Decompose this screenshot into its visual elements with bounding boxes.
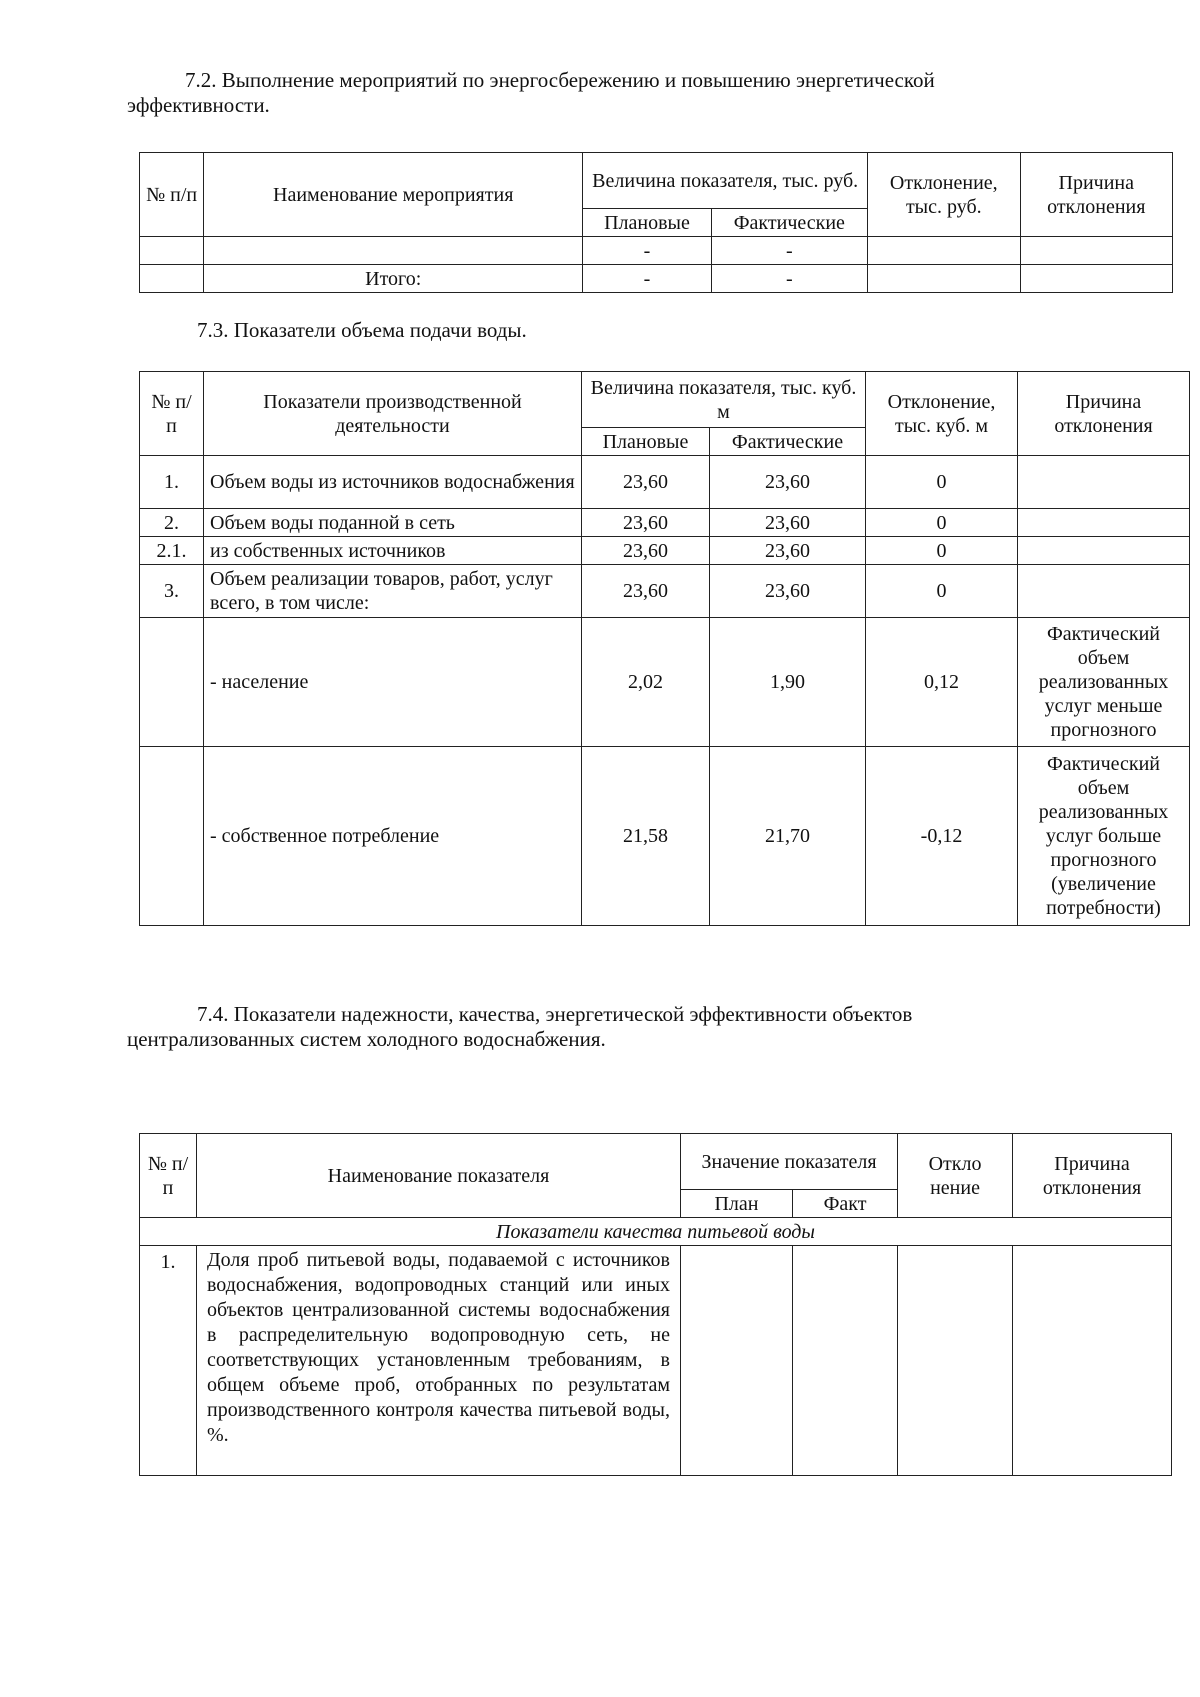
col-name-header: Наименование показателя xyxy=(197,1134,681,1218)
cell-name: - собственное потребление xyxy=(204,747,582,926)
cell-num: 2. xyxy=(140,509,204,537)
cell-name xyxy=(204,237,583,265)
cell-num xyxy=(140,747,204,926)
cell-fact: - xyxy=(711,265,867,293)
cell-num: 1. xyxy=(140,456,204,509)
table-row-total xyxy=(140,265,1173,293)
table-row xyxy=(140,1246,1172,1476)
cell-plan: 23,60 xyxy=(582,565,710,618)
heading-line: 7.4. Показатели надежности, качества, энергетической эффективности объектов xyxy=(197,1002,913,1026)
cell-deviation xyxy=(868,237,1020,265)
heading-line: централизованных систем холодного водоснабжения. xyxy=(127,1027,606,1052)
col-value-header: Величина показателя, тыс. руб. xyxy=(583,153,868,209)
cell-num xyxy=(140,265,204,293)
table-row xyxy=(140,618,1190,747)
cell-reason xyxy=(1020,237,1172,265)
cell-num xyxy=(140,237,204,265)
cell-fact: 23,60 xyxy=(710,537,866,565)
cell-reason xyxy=(1013,1246,1172,1476)
col-num-header: № п/п xyxy=(140,372,204,456)
cell-plan: - xyxy=(583,265,711,293)
heading-line: 7.2. Выполнение мероприятий по энергосбережению и повышению энергетической xyxy=(185,68,935,92)
cell-plan: 2,02 xyxy=(582,618,710,747)
cell-fact: 23,60 xyxy=(710,456,866,509)
cell-fact xyxy=(793,1246,898,1476)
cell-plan: - xyxy=(583,237,711,265)
cell-deviation: 0,12 xyxy=(866,618,1018,747)
cell-plan: 21,58 xyxy=(582,747,710,926)
cell-plan: 23,60 xyxy=(582,509,710,537)
col-value-header: Величина показателя, тыс. куб. м xyxy=(582,372,866,428)
table-row xyxy=(140,565,1190,618)
cell-fact: 21,70 xyxy=(710,747,866,926)
table-reliability-quality xyxy=(139,1133,1172,1476)
cell-name: Объем реализации товаров, работ, услуг всего, в том числе: xyxy=(204,565,582,618)
cell-name: Объем воды поданной в сеть xyxy=(204,509,582,537)
section-row-drinking-water-quality: Показатели качества питьевой воды xyxy=(140,1218,1172,1246)
col-fact-header: Фактические xyxy=(711,209,867,237)
table-water-supply xyxy=(139,371,1190,926)
col-name-header: Показатели производственной деятельности xyxy=(204,372,582,456)
col-num-header: № п/п xyxy=(140,153,204,237)
section-7-2-heading xyxy=(127,68,1157,118)
cell-name: Доля проб питьевой воды, подаваемой с источников водоснабжения, водопроводных станций или иных объектов централизованной системы водоснабжения в распределительную водопроводную сеть, не соответствующих установленным требованиям, в общем объеме проб, отобранных по результатам производственного контроля качества питьевой воды, %. xyxy=(197,1246,681,1476)
cell-fact: - xyxy=(711,237,867,265)
cell-reason xyxy=(1020,265,1172,293)
cell-fact: 23,60 xyxy=(710,509,866,537)
table-row xyxy=(140,747,1190,926)
col-reason-header: Причина отклонения xyxy=(1020,153,1172,237)
col-num-header: № п/п xyxy=(140,1134,197,1218)
cell-deviation: 0 xyxy=(866,537,1018,565)
cell-deviation xyxy=(868,265,1020,293)
cell-num: 3. xyxy=(140,565,204,618)
cell-name: Объем воды из источников водоснабжения xyxy=(204,456,582,509)
cell-num: 2.1. xyxy=(140,537,204,565)
cell-reason xyxy=(1018,537,1190,565)
cell-name: из собственных источников xyxy=(204,537,582,565)
cell-reason xyxy=(1018,509,1190,537)
cell-reason xyxy=(1018,565,1190,618)
cell-reason xyxy=(1018,456,1190,509)
table-row xyxy=(140,537,1190,565)
cell-plan: 23,60 xyxy=(582,456,710,509)
col-deviation-header: Откло нение xyxy=(898,1134,1013,1218)
section-7-3-heading: 7.3. Показатели объема подачи воды. xyxy=(197,318,527,342)
col-name-header: Наименование мероприятия xyxy=(204,153,583,237)
table-row xyxy=(140,456,1190,509)
col-deviation-header: Отклонение, тыс. руб. xyxy=(868,153,1020,237)
col-reason-header: Причина отклонения xyxy=(1013,1134,1172,1218)
col-plan-header: План xyxy=(681,1190,793,1218)
cell-num: 1. xyxy=(140,1246,197,1476)
cell-deviation: -0,12 xyxy=(866,747,1018,926)
cell-fact: 23,60 xyxy=(710,565,866,618)
col-fact-header: Фактические xyxy=(710,428,866,456)
cell-total-label: Итого: xyxy=(204,265,583,293)
section-7-4-heading xyxy=(127,1002,1157,1052)
heading-line: эффективности. xyxy=(127,93,270,118)
cell-plan xyxy=(681,1246,793,1476)
cell-num xyxy=(140,618,204,747)
table-energy-saving xyxy=(139,152,1173,293)
col-fact-header: Факт xyxy=(793,1190,898,1218)
table-row xyxy=(140,237,1173,265)
col-value-header: Значение показателя xyxy=(681,1134,898,1190)
col-deviation-header: Отклонение, тыс. куб. м xyxy=(866,372,1018,456)
cell-deviation: 0 xyxy=(866,456,1018,509)
cell-fact: 1,90 xyxy=(710,618,866,747)
col-reason-header: Причина отклонения xyxy=(1018,372,1190,456)
cell-deviation xyxy=(898,1246,1013,1476)
cell-plan: 23,60 xyxy=(582,537,710,565)
table-row xyxy=(140,509,1190,537)
col-plan-header: Плановые xyxy=(582,428,710,456)
cell-deviation: 0 xyxy=(866,509,1018,537)
cell-deviation: 0 xyxy=(866,565,1018,618)
col-plan-header: Плановые xyxy=(583,209,711,237)
cell-reason: Фактический объем реализованных услуг больше прогнозного (увеличение потребности) xyxy=(1018,747,1190,926)
cell-name: - население xyxy=(204,618,582,747)
cell-reason: Фактический объем реализованных услуг меньше прогнозного xyxy=(1018,618,1190,747)
